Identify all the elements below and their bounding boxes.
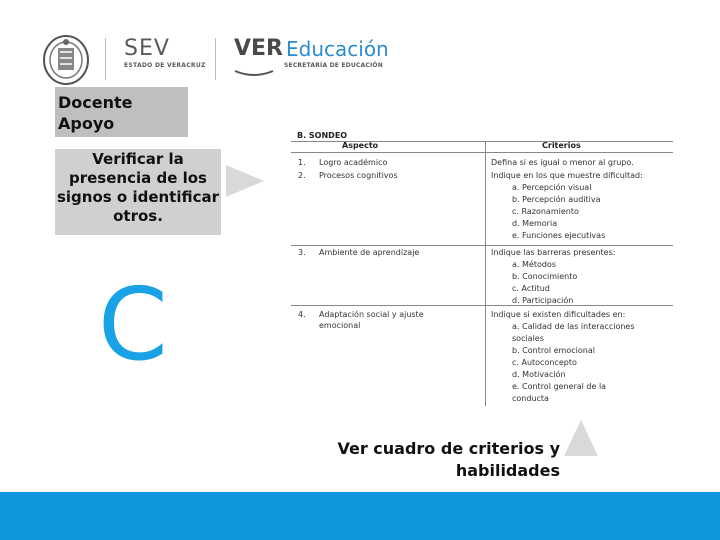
table-rule bbox=[291, 305, 673, 306]
verificar-line-1: Verificar la bbox=[92, 150, 184, 168]
row-number: 2. bbox=[298, 171, 306, 180]
row-criterio: b. Control emocional bbox=[512, 346, 595, 355]
row-aspecto: Adaptación social y ajuste bbox=[319, 310, 424, 319]
ver-subtitle: SECRETARÍA DE EDUCACIÓN bbox=[284, 62, 383, 69]
verificar-line-4: otros. bbox=[113, 207, 163, 225]
row-criterio: c. Razonamiento bbox=[512, 207, 579, 216]
row-criterio: d. Memoria bbox=[512, 219, 558, 228]
arrow-right-icon bbox=[226, 165, 264, 197]
docente-line-1: Docente bbox=[58, 93, 133, 112]
arrow-up-icon bbox=[564, 420, 598, 456]
criterios-caption bbox=[335, 438, 560, 482]
row-criterio: d. Motivación bbox=[512, 370, 566, 379]
verificar-line-2: presencia de los bbox=[69, 169, 207, 187]
caption-line-2: habilidades bbox=[455, 461, 560, 480]
row-criterio: Indique en los que muestre dificultad: bbox=[491, 171, 643, 180]
table-rule bbox=[291, 152, 673, 153]
col-criterios-header: Criterios bbox=[542, 141, 581, 150]
sev-subtitle: ESTADO DE VERACRUZ bbox=[124, 62, 206, 69]
row-criterio: sociales bbox=[512, 334, 544, 343]
table-col-divider bbox=[485, 141, 486, 406]
row-criterio: conducta bbox=[512, 394, 549, 403]
row-criterio: a. Percepción visual bbox=[512, 183, 592, 192]
ver-swoosh-icon bbox=[234, 62, 274, 70]
state-seal-icon bbox=[42, 34, 90, 86]
row-criterio: Indique las barreras presentes: bbox=[491, 248, 616, 257]
row-criterio: c. Autoconcepto bbox=[512, 358, 577, 367]
educacion-logo-word: Educación bbox=[286, 37, 389, 61]
row-aspecto: Procesos cognitivos bbox=[319, 171, 398, 180]
table-rule bbox=[291, 245, 673, 246]
footer-bar bbox=[0, 492, 720, 540]
docente-line-2: Apoyo bbox=[58, 114, 115, 133]
header-divider-2 bbox=[215, 38, 216, 80]
row-number: 1. bbox=[298, 158, 306, 167]
header-divider bbox=[105, 38, 106, 80]
row-criterio: a. Calidad de las interacciones bbox=[512, 322, 635, 331]
row-criterio: e. Control general de la bbox=[512, 382, 607, 391]
col-aspecto-header: Aspecto bbox=[342, 141, 379, 150]
row-number: 4. bbox=[298, 310, 306, 319]
verificar-label bbox=[55, 150, 221, 226]
row-aspecto: emocional bbox=[319, 321, 361, 330]
verificar-line-3: signos o identificar bbox=[56, 188, 220, 206]
sondeo-section-title: B. SONDEO bbox=[297, 131, 348, 140]
row-criterio: Defina si es igual o menor al grupo. bbox=[491, 158, 634, 167]
sev-title: SEV bbox=[124, 36, 170, 61]
row-criterio: b. Percepción auditiva bbox=[512, 195, 601, 204]
big-letter: C bbox=[98, 266, 168, 383]
row-criterio: b. Conocimiento bbox=[512, 272, 578, 281]
row-number: 3. bbox=[298, 248, 306, 257]
row-aspecto: Logro académico bbox=[319, 158, 388, 167]
row-criterio: a. Métodos bbox=[512, 260, 556, 269]
caption-line-1: Ver cuadro de criterios y bbox=[337, 439, 560, 458]
row-criterio: c. Actitud bbox=[512, 284, 550, 293]
row-criterio: Indique si existen dificultades en: bbox=[491, 310, 626, 319]
ver-logo-word: VER bbox=[234, 36, 283, 61]
docente-apoyo-label bbox=[58, 92, 133, 134]
row-criterio: e. Funciones ejecutivas bbox=[512, 231, 606, 240]
row-aspecto: Ambiente de aprendizaje bbox=[319, 248, 420, 257]
row-criterio: d. Participación bbox=[512, 296, 574, 305]
